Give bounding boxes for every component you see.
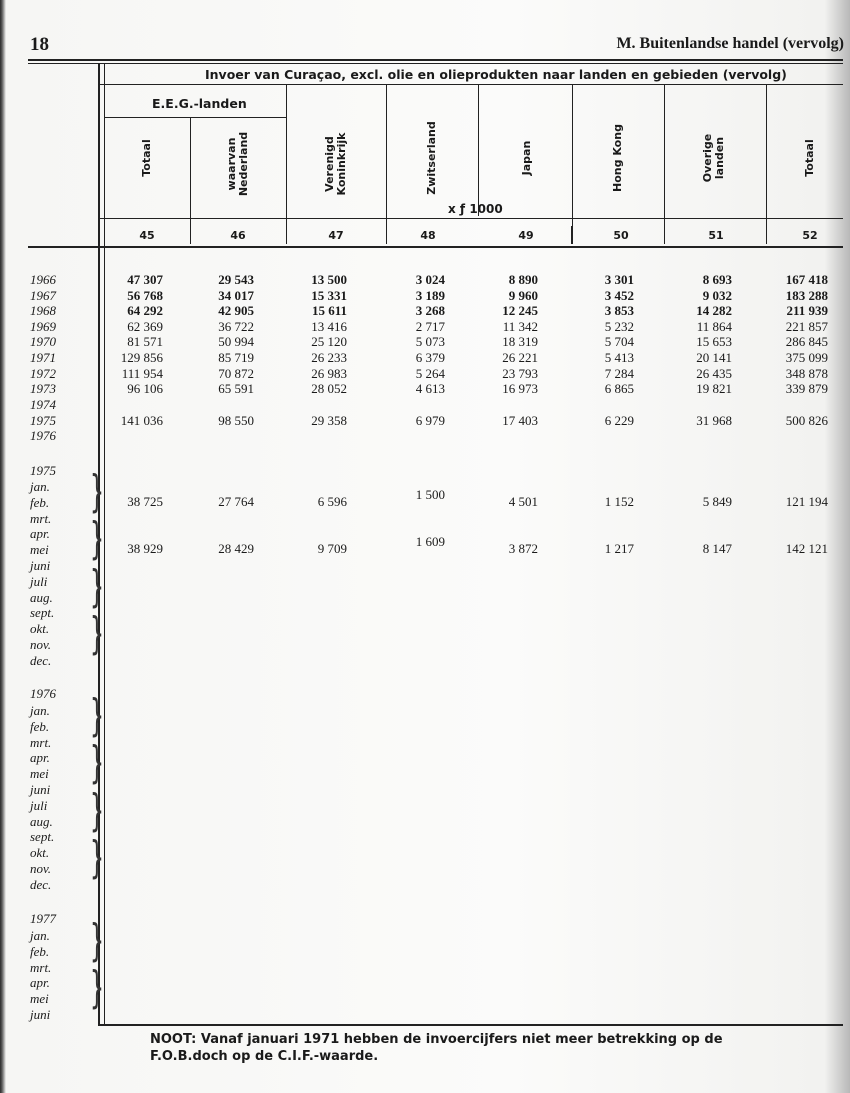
- table-cell: 375 099: [785, 350, 828, 365]
- bottom-rule: [98, 1024, 843, 1026]
- table-cell: 4 613: [415, 381, 445, 397]
- col-label-totaal-eeg: Totaal: [140, 139, 153, 177]
- col-sep-5: [572, 84, 573, 244]
- col-sep-1: [190, 118, 191, 244]
- table-cell: 3 452: [604, 287, 634, 303]
- col-label-hong-kong: Hong Kong: [611, 124, 624, 192]
- year-label: 1967: [30, 287, 56, 303]
- table-cell: 12 245: [502, 303, 538, 319]
- quarter-cell: 5 849: [702, 494, 732, 509]
- year-label: 1969: [30, 318, 56, 334]
- table-cell: 3 853: [604, 303, 634, 319]
- year-label: 1976: [30, 428, 56, 443]
- quarter-cell: 142 121: [785, 541, 828, 556]
- table-cell: 18 319: [502, 334, 538, 350]
- col-label-zwitserland: Zwitserland: [425, 121, 438, 195]
- month-label: apr.: [30, 526, 50, 542]
- month-label: juni: [30, 1007, 51, 1022]
- section-title: M. Buitenlandse handel (vervolg): [616, 35, 844, 52]
- table-title: Invoer van Curaçao, excl. olie en olieprodukten naar landen en gebieden (vervolg): [205, 67, 787, 82]
- month-label: dec.: [30, 876, 52, 892]
- quarter-brace: }: [90, 739, 104, 790]
- eeg-group-heading: E.E.G.-landen: [152, 96, 247, 111]
- table-cell: 85 719: [218, 350, 254, 365]
- table-cell: 26 233: [311, 350, 347, 365]
- quarter-brace: }: [90, 917, 104, 967]
- table-cell: 348 878: [785, 365, 828, 381]
- quarter-cell: 27 764: [218, 494, 254, 509]
- table-cell: 5 264: [415, 365, 445, 381]
- table-cell: 19 821: [696, 381, 732, 397]
- table-cell: 339 879: [785, 381, 828, 397]
- table-cell: 500 826: [785, 413, 828, 429]
- title-underline: [98, 84, 843, 85]
- col-number-48: 48: [420, 229, 436, 242]
- table-cell: 7 284: [604, 365, 634, 381]
- month-label: juni: [30, 782, 51, 797]
- unit-rule: [98, 218, 843, 219]
- month-label: juli: [30, 797, 48, 813]
- table-cell: 211 939: [786, 303, 828, 319]
- table-cell: 9 032: [702, 287, 732, 303]
- month-label: nov.: [30, 861, 52, 876]
- col-sep-6: [664, 84, 665, 244]
- month-label: nov.: [30, 637, 52, 652]
- table-cell: 13 500: [311, 272, 347, 287]
- month-label: feb.: [30, 718, 50, 734]
- col-label-nederland: waarvan Nederland: [225, 131, 250, 197]
- col-number-46: 46: [230, 229, 246, 242]
- col-label-japan: Japan: [520, 140, 533, 176]
- header-bottom-rule: [28, 246, 843, 248]
- table-cell: 29 358: [311, 413, 347, 429]
- top-rule-thin: [28, 63, 843, 64]
- year-label: 1968: [30, 303, 56, 319]
- quarter-brace: }: [90, 610, 104, 661]
- month-label: apr.: [30, 750, 50, 766]
- quarter-cell: 3 872: [508, 541, 538, 556]
- table-cell: 111 954: [121, 365, 163, 381]
- month-label: mei: [30, 766, 49, 782]
- col-number-47: 47: [328, 229, 344, 242]
- col-number-45: 45: [139, 229, 155, 242]
- table-cell: 183 288: [785, 287, 828, 303]
- table-cell: 14 282: [696, 303, 732, 319]
- year-label: 1974: [30, 396, 56, 412]
- year-label: 1971: [30, 350, 56, 365]
- col-label-totaal: Totaal: [803, 139, 816, 177]
- table-cell: 3 189: [415, 287, 445, 303]
- quarter-cell: 9 709: [317, 541, 347, 556]
- year-label: 1973: [30, 381, 56, 397]
- quarter-cell: 28 429: [218, 541, 254, 556]
- quarter-cell: 121 194: [785, 494, 828, 509]
- unit-label: x ƒ 1000: [448, 202, 503, 216]
- month-label: mei: [30, 542, 49, 558]
- table-cell: 42 905: [218, 303, 254, 319]
- table-cell: 6 865: [604, 381, 634, 397]
- month-label: feb.: [30, 494, 50, 510]
- month-label: jan.: [30, 928, 50, 943]
- table-cell: 3 268: [415, 303, 445, 319]
- col-number-50: 50: [613, 229, 629, 242]
- quarter-brace: }: [90, 964, 104, 1015]
- table-cell: 26 221: [502, 350, 538, 365]
- table-cell: 20 141: [696, 350, 732, 365]
- month-label: mei: [30, 991, 49, 1007]
- table-cell: 47 307: [127, 272, 163, 287]
- table-cell: 6 229: [604, 413, 634, 429]
- quarter-brace: }: [90, 468, 104, 518]
- table-cell: 26 435: [696, 365, 732, 381]
- table-cell: 25 120: [311, 334, 347, 350]
- month-label: jan.: [30, 479, 50, 494]
- year-label-1976: 1976: [30, 686, 56, 701]
- top-rule: [28, 59, 843, 61]
- quarter-brace: }: [90, 834, 104, 885]
- table-cell: 28 052: [311, 381, 347, 397]
- table-cell: 8 890: [508, 272, 538, 287]
- table-cell: 16 973: [502, 381, 538, 397]
- table-cell: 65 591: [218, 381, 254, 397]
- table-cell: 286 845: [785, 334, 828, 350]
- month-label: juli: [30, 573, 48, 589]
- colnum-tick: [571, 226, 573, 244]
- year-label: 1970: [30, 334, 56, 350]
- month-label: feb.: [30, 943, 50, 959]
- year-label-1975: 1975: [30, 463, 56, 478]
- table-cell: 11 864: [696, 318, 732, 334]
- month-label: jan.: [30, 703, 50, 718]
- quarter-cell: 1 152: [604, 494, 634, 509]
- table-cell: 56 768: [127, 287, 163, 303]
- month-label: aug.: [30, 589, 53, 605]
- table-cell: 3 024: [415, 272, 445, 287]
- col-sep-4: [478, 84, 479, 216]
- table-cell: 141 036: [120, 413, 163, 429]
- year-label: 1972: [30, 365, 56, 381]
- table-cell: 15 331: [311, 287, 347, 303]
- table-cell: 15 611: [311, 303, 347, 319]
- table-cell: 13 416: [311, 318, 347, 334]
- table-cell: 62 369: [127, 318, 163, 334]
- table-cell: 31 968: [696, 413, 732, 429]
- table-cell: 96 106: [127, 381, 163, 397]
- table-cell: 6 379: [415, 350, 445, 365]
- month-label: aug.: [30, 813, 53, 829]
- table-cell: 23 793: [502, 365, 538, 381]
- month-label: sept.: [30, 829, 55, 845]
- table-cell: 8 693: [702, 272, 732, 287]
- table-cell: 26 983: [311, 365, 347, 381]
- month-label: sept.: [30, 605, 55, 621]
- table-cell: 2 717: [415, 318, 445, 334]
- quarter-cell: 1 609: [415, 534, 445, 549]
- quarter-cell: 38 929: [127, 541, 163, 556]
- col-sep-3: [386, 84, 387, 244]
- table-cell: 5 073: [415, 334, 445, 350]
- quarter-brace: }: [90, 692, 104, 742]
- quarter-cell: 1 217: [604, 541, 634, 556]
- table-cell: 5 704: [604, 334, 634, 350]
- year-label: 1966: [30, 272, 56, 287]
- table-cell: 15 653: [696, 334, 732, 350]
- table-cell: 5 413: [604, 350, 634, 365]
- table-cell: 34 017: [218, 287, 254, 303]
- col-sep-7: [766, 84, 767, 244]
- table-cell: 64 292: [127, 303, 163, 319]
- month-label: mrt.: [30, 510, 52, 526]
- eeg-underline: [104, 117, 286, 118]
- quarter-cell: 38 725: [127, 494, 163, 509]
- col-number-49: 49: [518, 229, 534, 242]
- col-number-52: 52: [802, 229, 818, 242]
- quarter-cell: 8 147: [702, 541, 732, 556]
- table-cell: 3 301: [604, 272, 634, 287]
- month-label: okt.: [30, 845, 50, 861]
- month-label: juni: [30, 558, 51, 573]
- table-cell: 167 418: [785, 272, 828, 287]
- table-cell: 29 543: [218, 272, 254, 287]
- table-cell: 11 342: [502, 318, 538, 334]
- year-label: 1975: [30, 413, 56, 429]
- month-label: mrt.: [30, 734, 52, 750]
- table-cell: 221 857: [785, 318, 828, 334]
- table-cell: 70 872: [218, 365, 254, 381]
- col-label-overige-landen: Overige landen: [701, 133, 726, 183]
- quarter-brace: }: [90, 515, 104, 566]
- footnote: NOOT: Vanaf januari 1971 hebben de invoercijfers niet meer betrekking op de F.O.B.doch op de C.I.F.-waarde.: [150, 1032, 723, 1064]
- col-label-verenigd-koninkrijk: Verenigd Koninkrijk: [323, 132, 348, 196]
- quarter-cell: 4 501: [508, 494, 538, 509]
- table-cell: 98 550: [218, 413, 254, 429]
- table-cell: 36 722: [218, 318, 254, 334]
- table-cell: 9 960: [508, 287, 538, 303]
- quarter-brace: }: [90, 562, 104, 613]
- table-cell: 81 571: [127, 334, 163, 350]
- quarter-cell: 1 500: [415, 487, 445, 502]
- quarter-brace: }: [90, 786, 104, 837]
- year-label-1977: 1977: [30, 911, 56, 926]
- table-cell: 5 232: [604, 318, 634, 334]
- table-cell: 6 979: [415, 413, 445, 429]
- month-label: mrt.: [30, 959, 52, 975]
- page-number: 18: [30, 34, 49, 55]
- table-cell: 50 994: [218, 334, 254, 350]
- quarter-cell: 6 596: [317, 494, 347, 509]
- month-label: apr.: [30, 975, 50, 991]
- col-number-51: 51: [708, 229, 724, 242]
- month-label: dec.: [30, 652, 52, 668]
- month-label: okt.: [30, 621, 50, 637]
- table-cell: 129 856: [120, 350, 163, 365]
- col-sep-2: [286, 84, 287, 244]
- table-cell: 17 403: [502, 413, 538, 429]
